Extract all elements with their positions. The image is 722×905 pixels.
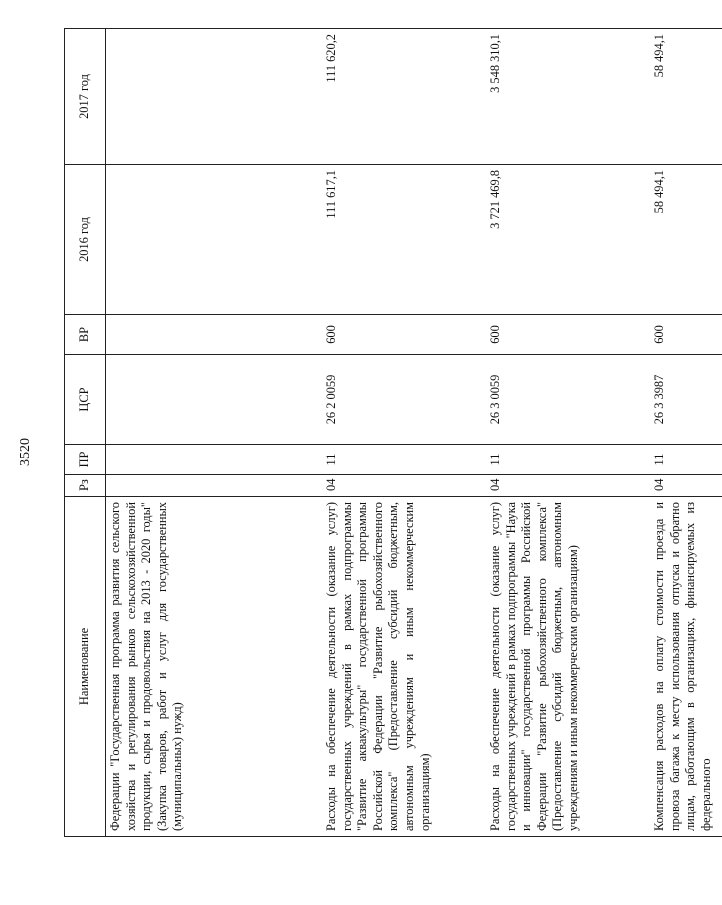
row-rz bbox=[106, 475, 319, 497]
row-csr: 26 3 0059 bbox=[482, 355, 646, 445]
table-row bbox=[646, 29, 722, 837]
row-rz: 04 bbox=[318, 475, 482, 497]
row-2017 bbox=[106, 29, 319, 165]
row-pr: 11 bbox=[646, 445, 722, 475]
row-csr: 26 3 3987 bbox=[646, 355, 722, 445]
table-row bbox=[482, 29, 646, 837]
row-name: Расходы на обеспечение деятельности (оказание услуг) государственных учреждений в рамках подпрограммы "Развитие аквакультуры" государственной программы Российской Федерации "Развитие рыбохозяйственного комплекса" (Предоставление субсидий бюджетным, автономным учреждениям и иным некоммерческим организациям) bbox=[318, 497, 482, 837]
row-pr: 11 bbox=[318, 445, 482, 475]
row-name: Расходы на обеспечение деятельности (оказание услуг) государственных учреждений в рамках подпрограммы "Наука и инновации" государственной программы Российской Федерации "Развитие рыбохозяйственного комплекса" (Предоставление субсидий бюджетным, автономным учреждениям и иным некоммерческим организациям) bbox=[482, 497, 646, 837]
budget-table bbox=[64, 28, 722, 837]
row-2017: 58 494,1 bbox=[646, 29, 722, 165]
row-vr bbox=[106, 315, 319, 355]
row-2016 bbox=[106, 165, 319, 315]
header-rz: Рз bbox=[65, 475, 106, 497]
row-pr: 11 bbox=[482, 445, 646, 475]
row-vr: 600 bbox=[646, 315, 722, 355]
row-vr: 600 bbox=[482, 315, 646, 355]
rotated-table-page bbox=[64, 29, 713, 837]
row-rz: 04 bbox=[482, 475, 646, 497]
table-row bbox=[318, 29, 482, 837]
header-pr: ПР bbox=[65, 445, 106, 475]
header-2016: 2016 год bbox=[65, 165, 106, 315]
row-2016: 111 617,1 bbox=[318, 165, 482, 315]
header-vr: ВР bbox=[65, 315, 106, 355]
header-name: Наименование bbox=[65, 497, 106, 837]
row-pr bbox=[106, 445, 319, 475]
table-row bbox=[106, 29, 319, 837]
row-csr bbox=[106, 355, 319, 445]
row-2016: 58 494,1 bbox=[646, 165, 722, 315]
row-vr: 600 bbox=[318, 315, 482, 355]
row-name: Федерации "Государственная программа развития сельского хозяйства и регулирования рынков сельскохозяйственной продукции, сырья и продовольствия на 2013 - 2020 годы" (Закупка товаров, работ и услуг для государственных (муниципальных) нужд) bbox=[106, 497, 319, 837]
row-2016: 3 721 469,8 bbox=[482, 165, 646, 315]
row-2017: 111 620,2 bbox=[318, 29, 482, 165]
row-2017: 3 548 310,1 bbox=[482, 29, 646, 165]
header-csr: ЦСР bbox=[65, 355, 106, 445]
row-csr: 26 2 0059 bbox=[318, 355, 482, 445]
row-rz: 04 bbox=[646, 475, 722, 497]
header-2017: 2017 год bbox=[65, 29, 106, 165]
page-number: 3520 bbox=[18, 438, 33, 466]
table-header-row bbox=[65, 29, 106, 837]
row-name: Компенсация расходов на оплату стоимости проезда и провоза багажа к месту использования отпуска и обратно лицам, работающим в организациях, финансируемых из федерального bbox=[646, 497, 722, 837]
